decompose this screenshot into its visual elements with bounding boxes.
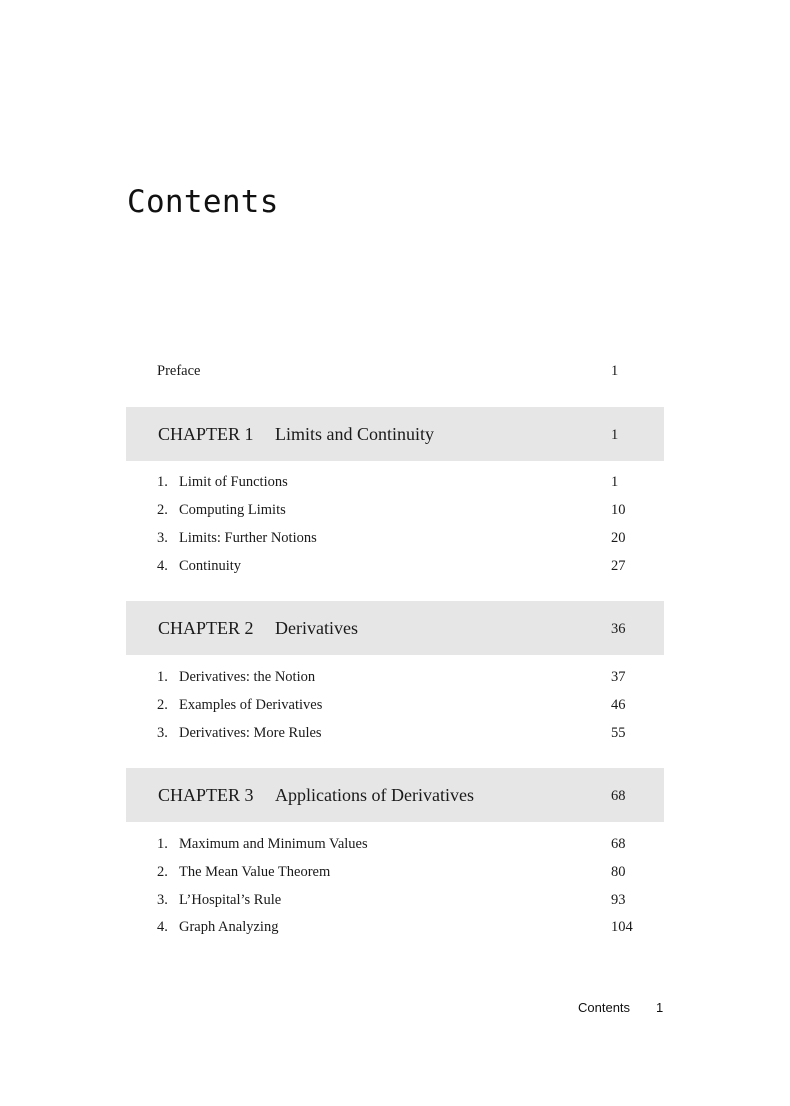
- section-title: Graph Analyzing: [179, 919, 279, 935]
- section-title: Maximum and Minimum Values: [179, 836, 368, 852]
- toc-entry-page: 1: [611, 363, 619, 379]
- section-page: 37: [611, 669, 626, 685]
- section-number: 1.: [157, 474, 168, 490]
- page-title: Contents: [127, 184, 279, 220]
- toc-entry-label: Preface: [157, 363, 201, 379]
- toc-entry[interactable]: [0, 496, 790, 524]
- section-title: Derivatives: More Rules: [179, 725, 322, 741]
- section-page: 20: [611, 530, 626, 546]
- toc-entry[interactable]: [0, 468, 790, 496]
- toc-entry[interactable]: [0, 524, 790, 552]
- toc-entry[interactable]: [0, 913, 790, 941]
- section-title: Limit of Functions: [179, 474, 288, 490]
- section-number: 4.: [157, 558, 168, 574]
- toc-entry[interactable]: [0, 691, 790, 719]
- toc-entry[interactable]: [0, 830, 790, 858]
- section-page: 55: [611, 725, 626, 741]
- chapter-title: Limits and Continuity: [275, 424, 435, 444]
- chapter-page: 68: [611, 788, 626, 804]
- section-title: L’Hospital’s Rule: [179, 892, 282, 908]
- chapter-2-heading[interactable]: [126, 601, 664, 655]
- section-title: Continuity: [179, 558, 242, 574]
- chapter-title: Applications of Derivatives: [275, 785, 474, 805]
- section-page: 80: [611, 864, 626, 880]
- section-number: 3.: [157, 530, 168, 546]
- running-footer-section: Contents: [578, 1000, 631, 1015]
- toc-entry-preface[interactable]: [0, 357, 790, 385]
- page-number: 1: [656, 1000, 664, 1015]
- section-number: 3.: [157, 892, 168, 908]
- section-title: Computing Limits: [179, 502, 286, 518]
- section-page: 27: [611, 558, 626, 574]
- toc-entry[interactable]: [0, 663, 790, 691]
- section-number: 2.: [157, 502, 168, 518]
- chapter-page: 36: [611, 621, 626, 637]
- section-page: 10: [611, 502, 626, 518]
- chapter-title: Derivatives: [275, 618, 358, 638]
- chapter-3-heading[interactable]: [126, 768, 664, 822]
- section-title: Examples of Derivatives: [179, 697, 323, 713]
- toc-entry[interactable]: [0, 858, 790, 886]
- toc-entry[interactable]: [0, 886, 790, 914]
- chapter-1-heading[interactable]: [126, 407, 664, 461]
- chapter-label: CHAPTER 2: [158, 618, 254, 638]
- section-number: 4.: [157, 919, 168, 935]
- section-page: 1: [611, 474, 619, 490]
- section-page: 46: [611, 697, 626, 713]
- toc-entry[interactable]: [0, 552, 790, 580]
- section-number: 1.: [157, 669, 168, 685]
- chapter-page: 1: [611, 427, 619, 443]
- section-number: 2.: [157, 697, 168, 713]
- section-page: 104: [611, 919, 633, 935]
- section-number: 1.: [157, 836, 168, 852]
- section-title: Limits: Further Notions: [179, 530, 317, 546]
- section-page: 68: [611, 836, 626, 852]
- section-title: The Mean Value Theorem: [179, 864, 331, 880]
- toc-entry[interactable]: [0, 719, 790, 747]
- chapter-label: CHAPTER 1: [158, 424, 254, 444]
- section-title: Derivatives: the Notion: [179, 669, 316, 685]
- chapter-label: CHAPTER 3: [158, 785, 254, 805]
- section-page: 93: [611, 892, 626, 908]
- section-number: 3.: [157, 725, 168, 741]
- section-number: 2.: [157, 864, 168, 880]
